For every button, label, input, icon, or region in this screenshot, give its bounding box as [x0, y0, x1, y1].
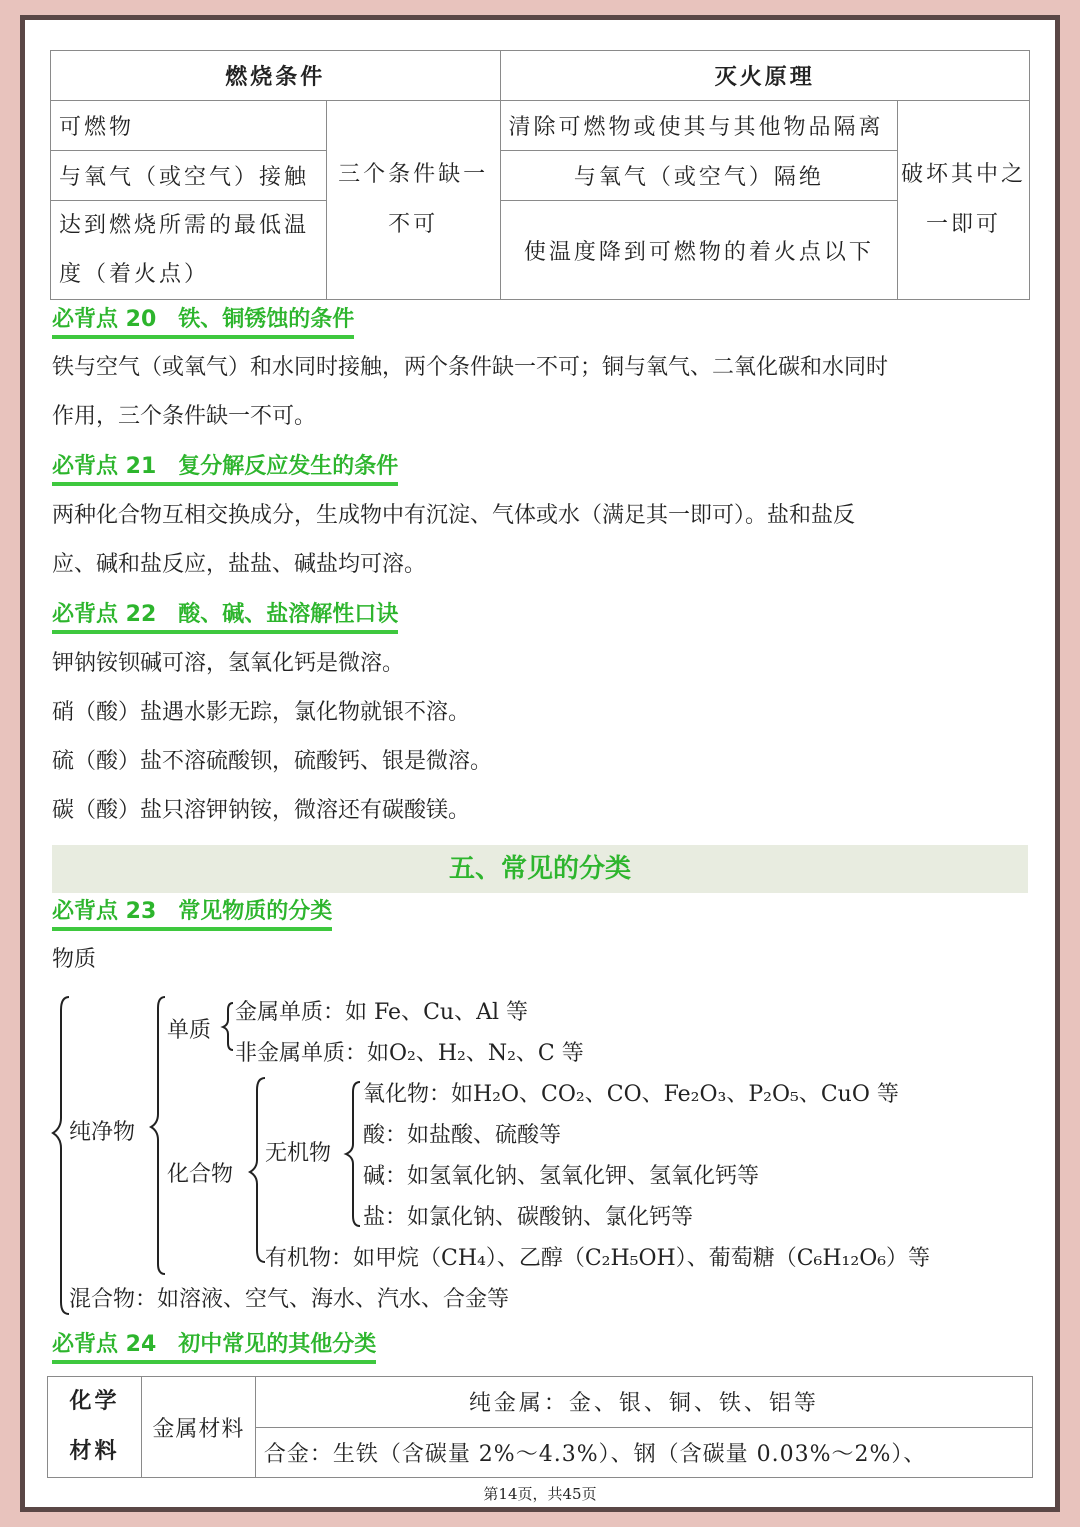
materials-category — [48, 1377, 142, 1478]
table-header-extinguish: 灭火原理 — [500, 51, 1029, 101]
alloy-cell: 合金：生铁（含碳量 2%～4.3%）、钢（含碳量 0.03%～2%）、 — [255, 1427, 1032, 1478]
condition-note-line: 不可 — [388, 212, 439, 237]
section-21-text: 应、碱和盐反应，盐盐、碱盐均可溶。 — [52, 552, 427, 577]
materials-table — [47, 1376, 1033, 1478]
tree-organic: 有机物：如甲烷（CH₄）、乙醇（C₂H₅OH）、葡萄糖（C₆H₁₂O₆）等 — [265, 1246, 931, 1271]
tree-inorganic: 无机物 — [265, 1141, 332, 1166]
brace-element — [223, 1003, 233, 1050]
tree-element: 单质 — [167, 1018, 212, 1043]
tree-pure-substance: 纯净物 — [69, 1120, 136, 1145]
tree-base: 碱：如氢氧化钠、氢氧化钾、氢氧化钙等 — [363, 1164, 760, 1189]
section-21-text: 两种化合物互相交换成分，生成物中有沉淀、气体或水（满足其一即可）。盐和盐反 — [52, 503, 856, 528]
rhyme-line: 碳（酸）盐只溶钾钠铵，微溶还有碳酸镁。 — [52, 798, 471, 823]
table-header-combustion: 燃烧条件 — [51, 51, 501, 101]
rhyme-line: 钾钠铵钡碱可溶，氢氧化钙是微溶。 — [52, 651, 405, 676]
tree-oxide: 氧化物：如H₂O、CO₂、CO、Fe₂O₃、P₂O₅、CuO 等 — [363, 1082, 899, 1107]
tree-nonmetal-element: 非金属单质：如O₂、H₂、N₂、C 等 — [235, 1041, 584, 1066]
tree-salt: 盐：如氯化钠、碳酸钠、氯化钙等 — [363, 1205, 694, 1230]
brace-compound — [250, 1078, 265, 1262]
chapter-title: 五、常见的分类 — [448, 854, 631, 884]
brace-pure-mixture — [53, 997, 69, 1314]
principle-cell: 清除可燃物或使其与其他物品隔离 — [500, 101, 898, 151]
rhyme-line: 硝（酸）盐遇水影无踪，氯化物就银不溶。 — [52, 700, 471, 725]
pure-metal-cell: 纯金属：金、银、铜、铁、铝等 — [255, 1377, 1032, 1428]
page — [25, 20, 1055, 1507]
condition-cell: 可燃物 — [51, 101, 327, 151]
section-23-heading: 必背点 23 常见物质的分类 — [52, 897, 332, 931]
tree-acid: 酸：如盐酸、硫酸等 — [363, 1123, 562, 1148]
brace-pure — [151, 997, 165, 1274]
section-24-heading: 必背点 24 初中常见的其他分类 — [52, 1330, 376, 1364]
principle-note-line: 一即可 — [926, 212, 1002, 237]
materials-category-line: 材料 — [69, 1439, 120, 1464]
principle-cell: 使温度降到可燃物的着火点以下 — [500, 201, 898, 300]
page-number: 第14页，共45页 — [483, 1485, 597, 1503]
tree-compound: 化合物 — [167, 1162, 234, 1187]
tree-mixture: 混合物：如溶液、空气、海水、汽水、合金等 — [69, 1287, 510, 1312]
section-20-text: 铁与空气（或氧气）和水同时接触，两个条件缺一不可；铜与氧气、二氧化碳和水同时 — [52, 355, 889, 380]
tree-metal-element: 金属单质：如 Fe、Cu、Al 等 — [235, 1000, 528, 1025]
condition-cell: 与氧气（或空气）接触 — [51, 151, 327, 201]
condition-line: 度（着火点） — [59, 262, 210, 287]
classification-braces — [25, 20, 1055, 1507]
tree-root: 物质 — [52, 947, 97, 972]
metal-materials-cell: 金属材料 — [141, 1377, 255, 1478]
condition-line: 达到燃烧所需的最低温 — [59, 213, 310, 238]
principle-note-line: 破坏其中之 — [901, 162, 1027, 187]
rhyme-line: 硫（酸）盐不溶硫酸钡，硫酸钙、银是微溶。 — [52, 749, 493, 774]
condition-note-line: 三个条件缺一 — [338, 162, 489, 187]
section-20-heading: 必背点 20 铁、铜锈蚀的条件 — [52, 305, 354, 339]
brace-inorganic — [346, 1082, 360, 1226]
section-20-text: 作用，三个条件缺一不可。 — [52, 404, 317, 429]
materials-category-line: 化学 — [69, 1389, 120, 1414]
principle-cell: 与氧气（或空气）隔绝 — [500, 151, 898, 201]
section-21-heading: 必背点 21 复分解反应发生的条件 — [52, 452, 398, 486]
section-22-heading: 必背点 22 酸、碱、盐溶解性口诀 — [52, 600, 398, 634]
